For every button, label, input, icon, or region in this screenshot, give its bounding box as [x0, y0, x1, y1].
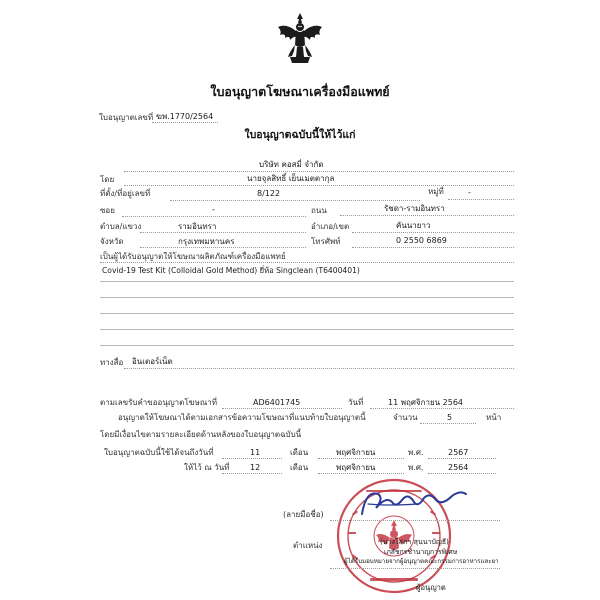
media-value: อินเตอร์เน็ต: [132, 357, 173, 366]
request-no: AD6401745: [253, 398, 301, 407]
issued-on-label: ให้ไว้ ณ วันที่: [184, 463, 230, 472]
license-no-label: ใบอนุญาตเลขที่: [99, 113, 154, 122]
valid-year: 2567: [448, 448, 469, 457]
position-label: ตำแหน่ง: [293, 541, 323, 550]
subdistrict-value: รามอินทรา: [178, 222, 217, 231]
moo-value: -: [468, 188, 471, 197]
phone-value: 0 2550 6869: [396, 236, 447, 245]
valid-month-label: เดือน: [290, 448, 309, 457]
issue-month-label: เดือน: [290, 463, 309, 472]
issue-month: พฤศจิกายน: [336, 463, 376, 472]
pages-unit: หน้า: [486, 413, 502, 422]
province-label: จังหวัด: [100, 237, 124, 246]
soi-value: -: [212, 205, 215, 214]
address-label: ที่ตั้ง/ที่อยู่เลขที่: [100, 189, 151, 198]
signature-label: (ลายมือชื่อ): [283, 510, 324, 519]
attachment-text: อนุญาตให้โฆษณาได้ตามเอกสารข้อความโฆษณาที่แนบท้ายใบอนุญาตนี้: [118, 413, 366, 422]
moo-label: หมู่ที่: [428, 187, 444, 196]
garuda-emblem-icon: [276, 11, 324, 67]
address-no: 8/122: [257, 189, 281, 198]
road-value: รัชดา-รามอินทรา: [384, 204, 445, 213]
document-subtitle: ใบอนุญาตฉบับนี้ให้ไว้แก่: [244, 129, 356, 141]
valid-month: พฤศจิกายน: [336, 448, 376, 457]
media-label: ทางสื่อ: [100, 358, 124, 367]
province-value: กรุงเทพมหานคร: [178, 237, 235, 246]
valid-until-label: ใบอนุญาตฉบับนี้ใช้ได้จนถึงวันที่: [104, 448, 214, 457]
valid-day: 11: [250, 448, 261, 457]
by-label: โดย: [100, 175, 115, 184]
permission-text: เป็นผู้ได้รับอนุญาตให้โฆษณาผลิตภัณฑ์เครื่องมือแพทย์: [100, 252, 286, 261]
request-date-label: วันที่: [348, 398, 364, 407]
issue-year: 2564: [448, 463, 469, 472]
soi-label: ซอย: [100, 206, 115, 215]
signer-position-line-2: ผู้ได้รับมอบหมายจากผู้อนุญาตคณะกรรมการอาหารและยา: [344, 558, 499, 565]
phone-label: โทรศัพท์: [311, 237, 341, 246]
signer-position-line-1: เภสัชกรชำนาญการพิเศษ: [384, 548, 458, 556]
signer-position-line-3: ผู้อนุญาต: [416, 583, 446, 592]
request-date: 11 พฤศจิกายน 2564: [388, 398, 463, 407]
company-name: บริษัท คอสมี่ จำกัด: [259, 160, 324, 169]
district-label: อำเภอ/เขต: [311, 222, 350, 231]
signature-scribble: [358, 484, 470, 524]
subdistrict-label: ตำบล/แขวง: [100, 222, 142, 231]
pages-value: 5: [447, 413, 453, 422]
issue-day: 12: [250, 463, 261, 472]
document-title: ใบอนุญาตโฆษณาเครื่องมือแพทย์: [210, 84, 390, 99]
condition-text: โดยมีเงื่อนไขตามรายละเอียดด้านหลังของใบอนุญาตฉบับนี้: [100, 430, 302, 439]
valid-year-label: พ.ศ.: [408, 448, 424, 457]
district-value: คันนายาว: [396, 221, 431, 230]
representative-name: นายจุลสิทธิ์ เย็นเมตตากุล: [247, 174, 335, 183]
product-name: Covid-19 Test Kit (Colloidal Gold Method) ยี่ห้อ Singclean (T6400401): [102, 266, 360, 275]
pages-label: จำนวน: [393, 413, 418, 422]
request-no-label: ตามเลขรับคำขออนุญาตโฆษณาที่: [100, 398, 218, 407]
license-no: ฆพ.1770/2564: [156, 112, 214, 121]
road-label: ถนน: [311, 206, 327, 215]
issue-year-label: พ.ศ.: [408, 463, 424, 472]
signer-name: (นางโสภา สุนนาบัญธี): [380, 538, 449, 546]
